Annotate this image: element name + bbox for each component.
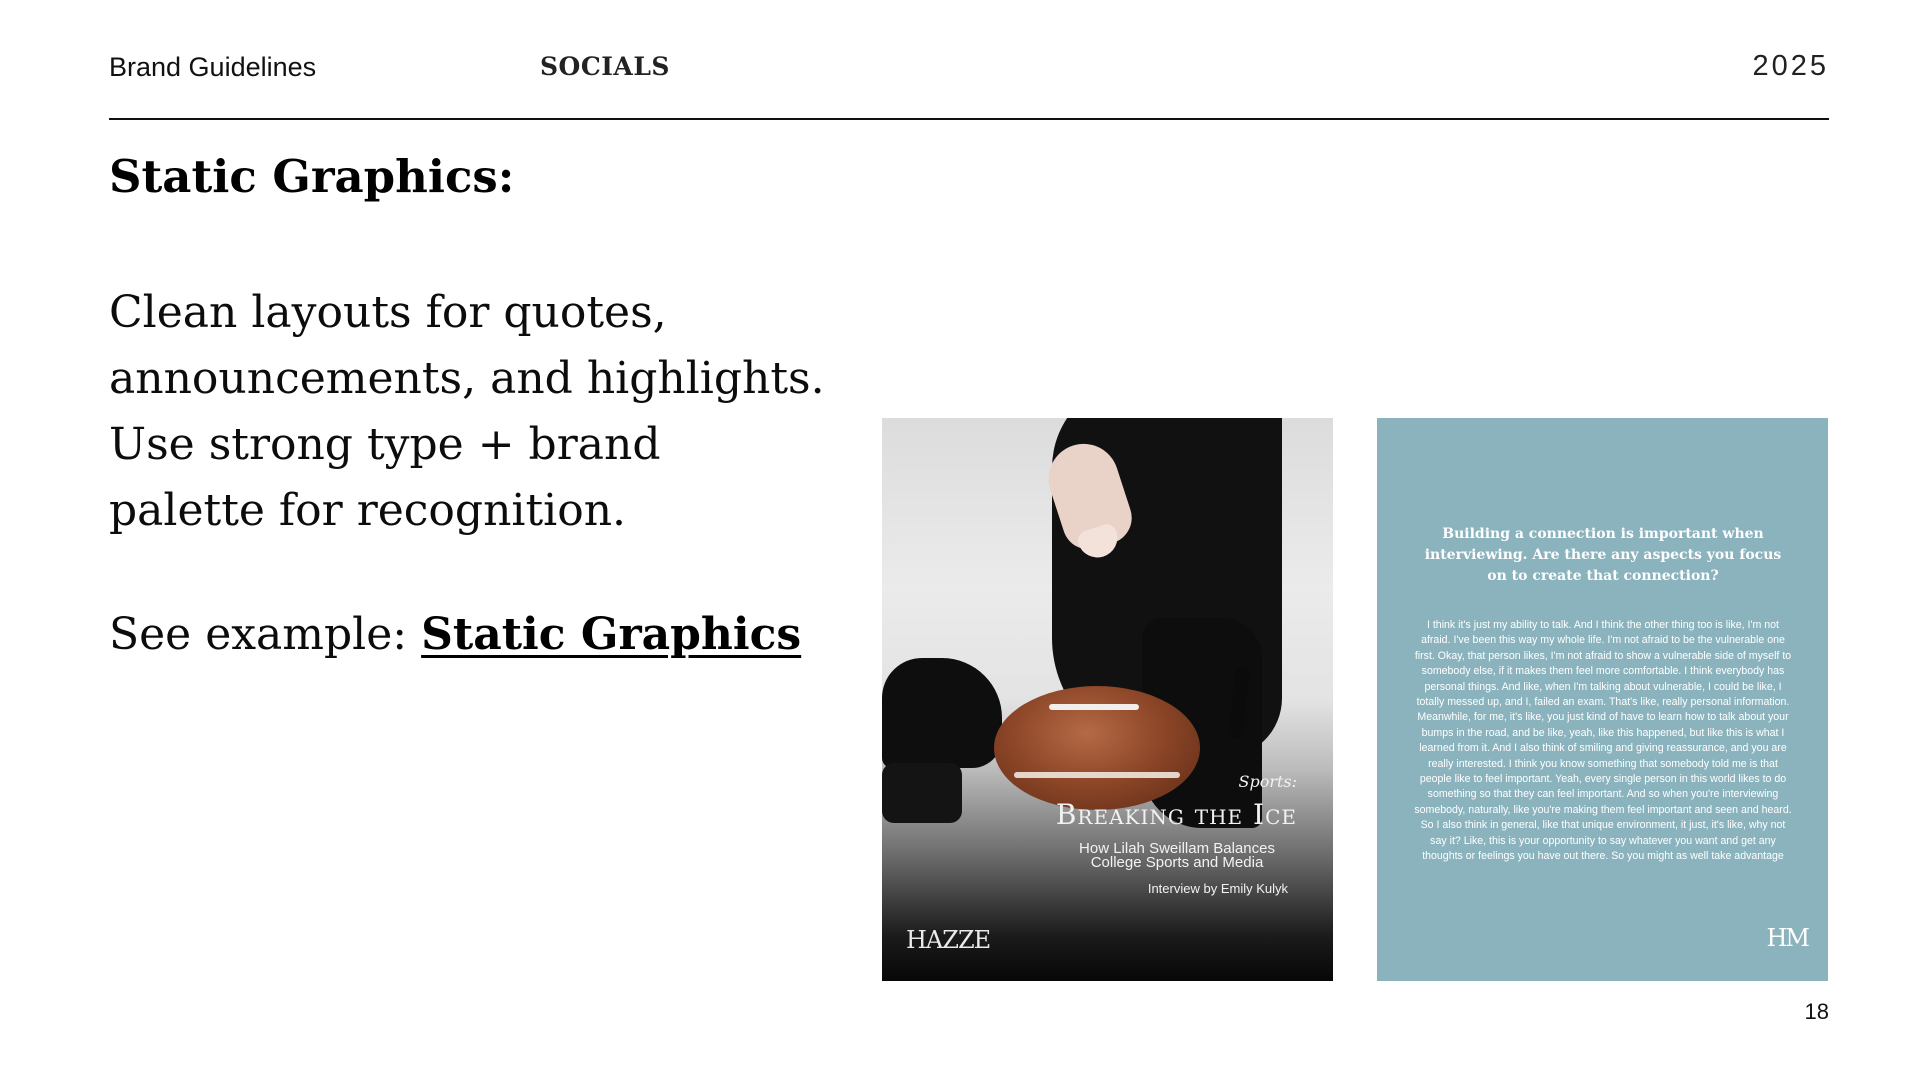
card-category: Sports: xyxy=(1238,772,1297,791)
football-image xyxy=(994,686,1200,810)
page-title: Static Graphics: xyxy=(109,150,515,203)
header-year: 2025 xyxy=(1752,50,1829,82)
quote-question: Building a connection is important when interviewing. Are there any aspects you focus on to create that connection? xyxy=(1424,526,1782,584)
page-number: 18 xyxy=(1804,999,1829,1024)
card-subhead: How Lilah Sweillam Balances College Sports and Media xyxy=(1079,840,1275,871)
hazze-logo: HAZZE xyxy=(906,926,991,954)
header-brand-guidelines: Brand Guidelines xyxy=(109,52,317,82)
sports-graphic-card xyxy=(882,418,1333,981)
card-headline: Breaking the Ice xyxy=(1055,798,1297,831)
body-paragraph: Clean layouts for quotes, announcements, and highlights. Use strong type + brand palette for recognition. xyxy=(109,287,825,536)
hm-logo: HM xyxy=(1766,924,1808,952)
header-divider xyxy=(109,118,1829,120)
photo-telephone-base xyxy=(882,763,962,823)
static-graphics-link[interactable]: Static Graphics xyxy=(421,609,802,660)
example-line xyxy=(109,609,801,660)
example-prefix: See example: xyxy=(109,609,422,660)
quote-answer: I think it's just my ability to talk. And I think the other thing too is like, I'm not afraid. I've been this way my whole life. I'm not afraid to be the vulnerable one first. Okay, that person likes, I'm not afraid to show a vulnerable side of myself to somebody else, if it makes them feel more comfortable. I think everybody has personal things. And like, when I'm talking about vulnerable, I could be like, I totally messed up, and I, failed an exam. That's like, really personal information. Meanwhile, for me, it's like, you just kind of have to learn how to talk about your bumps in the road, and be like, yeah, like this happened, but like this is what I learned from it. And I also think of smiling and giving reassurance, and you are really interested. I think you know something that somebody told me is that people like to feel important. Yeah, every single person in this world likes to do something so that they can feel important. And so when you're interviewing somebody, naturally, like you're making them feel important and seen and heard. So I also think in general, like that unique environment, it just, it's like, why not say it? Like, this is your opportunity to say whatever you want and get any thoughts or feelings you have out there. So you might as well take advantage xyxy=(1414,619,1792,863)
photo-telephone xyxy=(882,658,1002,768)
card-byline: Interview by Emily Kulyk xyxy=(1147,881,1288,896)
quote-graphic-card xyxy=(1377,418,1828,981)
header-section-title: SOCIALS xyxy=(540,52,670,81)
